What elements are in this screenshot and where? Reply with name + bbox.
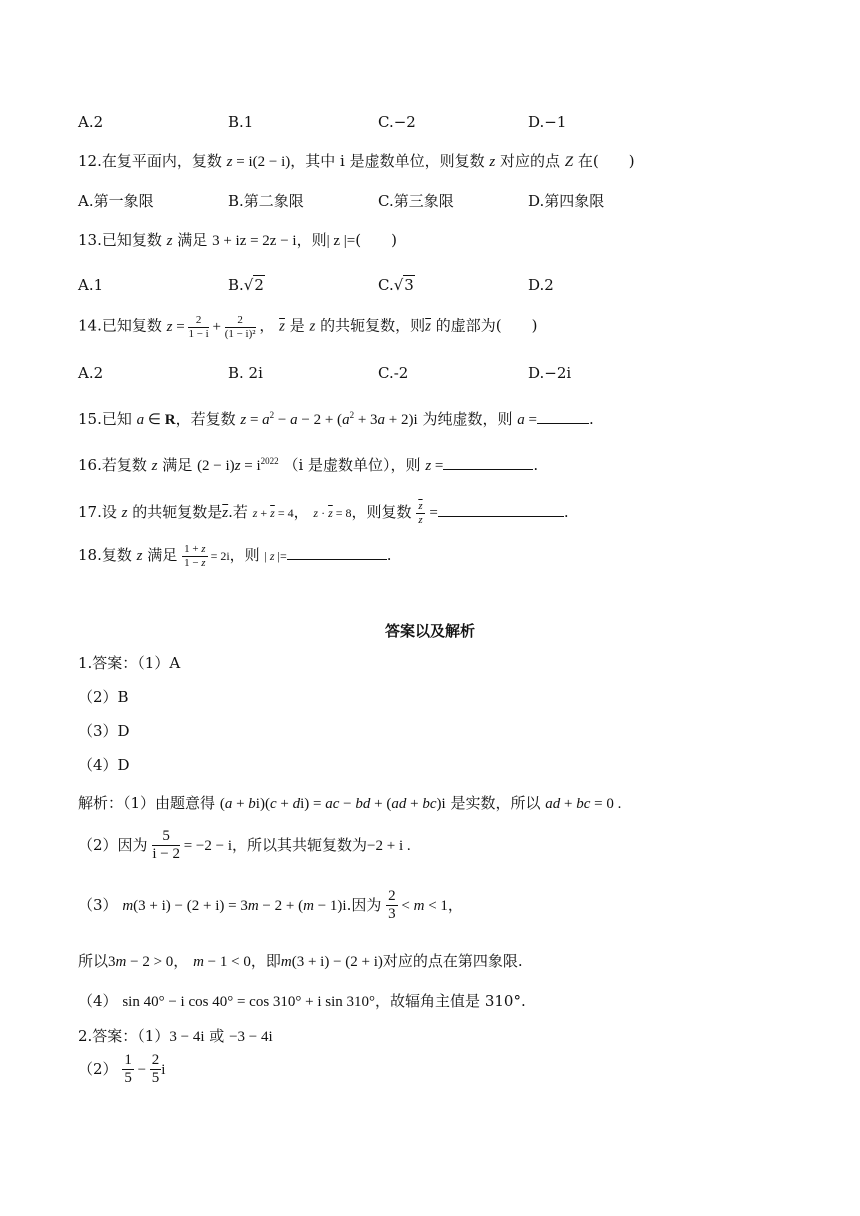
answer-2-text-b: 或 (209, 1027, 225, 1045)
q15-text-c: 为纯虚数，则 (422, 410, 513, 428)
q13-text: 13.已知复数 (78, 231, 162, 249)
q14-math: z = $\frac{2}{1 - i}$ + $\frac{2}{\text{(1 − i)²}}$ (166, 314, 256, 340)
q16-text-d: . (533, 456, 539, 474)
q12-text: 12.在复平面内，复数 (78, 152, 222, 170)
q18-text-b: 满足 (147, 546, 178, 565)
q15-text-d: . (588, 410, 594, 428)
question-15: 15.已知 a ∈ R，若复数 $z = a^2 - a - 2 + (a^2 + 3a + 2)i$ 为纯虚数，则 a = . (78, 410, 594, 428)
answer-1-2: （2）B (78, 688, 129, 706)
answer-1-4: （4）D (78, 756, 130, 774)
q14-option-a: A.2 (78, 364, 104, 382)
question-14: 14.已知复数 z = $\frac{2}{1 - i}$ + $\frac{2}{\text{(1 − i)²}}$ ， $\overline{z}$ 是 z 的共轭复数，则$\overline{z}$ 的虚部为( ) (78, 314, 538, 340)
explanation-1-3-text-d: 所以 (78, 952, 109, 970)
q13-option-b-label: B. (228, 276, 244, 294)
answer-2: 2.答案：（1）3 − 4i 或 −3 − 4i (78, 1027, 273, 1045)
q14-text-b: 是 (289, 316, 305, 335)
q13-option-c-label: C. (378, 276, 394, 294)
q17-text-c: .若 (228, 503, 248, 522)
q13-option-a: A.1 (78, 276, 104, 294)
q14-option-c: C.-2 (378, 364, 409, 382)
answers-title: 答案以及解析 (384, 622, 475, 640)
question-17: 17.设 z 的共轭复数是$\overline{z}$.若 $z + \overline{z} = 4$， $z \cdot \overline{z} = 8$，则复数 $\frac{\overline{z}}{z}$ = . (78, 500, 569, 526)
q12-option-d: D.第四象限 (528, 192, 605, 210)
answer-1-3: （3）D (78, 722, 130, 740)
explanation-1-3-text-c: ， (447, 895, 463, 914)
explanation-1-3-text-g: 对应的点在第四象限. (382, 952, 523, 970)
answer-1: 1.答案：（1）A (78, 654, 181, 672)
q13-math: 3 + iz = 2z − i (212, 233, 297, 249)
explanation-1-4-text: （4） (78, 992, 118, 1010)
q16-text-b: 满足 (162, 456, 193, 474)
q14-option-b: B. 2i (228, 364, 263, 382)
q14-text-d: 的虚部为( ) (435, 316, 538, 335)
explanation-1-3-cont: 所以3m − 2 > 0， m − 1 < 0，即m(3 + i) − (2 + i)对应的点在第四象限. (78, 952, 523, 970)
q13-option-d: D.2 (528, 276, 554, 294)
q13-option-c: C.√3 (378, 276, 414, 294)
answer-2-2: （2） $\frac{1}{5}$ − $\frac{2}{5}$ i (78, 1052, 166, 1087)
q11-option-b: B.1 (228, 113, 254, 131)
explanation-1-3-text-b: .因为 (346, 895, 382, 914)
explanation-1-3-text-e: ， (173, 952, 189, 970)
q13-option-c-radicand: 3 (404, 276, 414, 294)
q17-text-f: . (563, 503, 569, 522)
explanation-1-2-text: （2）因为 (78, 835, 148, 854)
q11-option-a: A.2 (78, 113, 104, 131)
q13-text-d: ( ) (355, 231, 397, 249)
q11-option-c: C.−2 (378, 113, 416, 131)
q13-option-b-radicand: 2 (254, 276, 264, 294)
q17-text-e: ，则复数 (351, 503, 412, 522)
question-16: 16.若复数 z 满足 $(2 - i)z = i^{2022}$ （i 是虚数单位），则 z = . (78, 456, 539, 474)
q18-text: 18.复数 (78, 546, 132, 565)
q17-text: 17.设 (78, 503, 117, 522)
explanation-1-2: （2）因为 $\frac{5}{i - 2}$ = −2 − i，所以其共轭复数为−2 + i . (78, 828, 411, 863)
q14-option-d: D.−2i (528, 364, 572, 382)
explanation-1-3-text-f: ，即 (250, 952, 281, 970)
q12-text-b: ，其中 i 是虚数单位，则复数 (290, 152, 485, 170)
explanation-1-2-text-b: ，所以其共轭复数为 (232, 835, 368, 854)
q12-text-d: 在( ) (577, 152, 635, 170)
q18-text-d: . (386, 546, 392, 565)
q12-text-c: 对应的点 (499, 152, 560, 170)
q17-text-d: ， (293, 503, 309, 522)
explanation-1-4: （4） sin 40° − i cos 40° = cos 310° + i sin 310°，故辐角主值是 310°. (78, 992, 526, 1010)
explanation-1-1-text: 解析：（1）由题意得 (78, 794, 216, 812)
q15-text: 15.已知 (78, 410, 132, 428)
q18-text-c: ，则 (229, 546, 260, 565)
explanation-1-3-text: （3） (78, 895, 118, 914)
question-13: 13.已知复数 z 满足 3 + iz = 2z − i，则| z |=( ) (78, 231, 397, 249)
q16-text-c: （i 是虚数单位），则 (283, 456, 421, 474)
explanation-1-1: 解析：（1）由题意得 (a + bi)(c + di) = ac − bd + (ad + bc)i 是实数，所以 ad + bc = 0 . (78, 794, 622, 812)
q15-answer-blank[interactable] (537, 409, 589, 424)
q15-text-b: ，若复数 (175, 410, 236, 428)
explanation-1-1-text-b: 是实数，所以 (450, 794, 541, 812)
explanation-1-3: （3） m(3 + i) − (2 + i) = 3m − 2 + (m − 1)i.因为 $\frac{2}{3}$ < m < 1， (78, 888, 463, 923)
q14-text: 14.已知复数 (78, 316, 162, 335)
q12-option-b: B.第二象限 (228, 192, 304, 210)
q16-answer-blank[interactable] (443, 455, 533, 470)
q11-option-d: D.−1 (528, 113, 567, 131)
q18-answer-blank[interactable] (287, 545, 387, 560)
q12-math: z = i(2 − i) (226, 154, 291, 170)
q13-text-c: ，则 (296, 231, 327, 249)
answer-2-text: 2.答案：（1） (78, 1027, 170, 1045)
q16-text: 16.若复数 (78, 456, 147, 474)
q17-text-b: 的共轭复数是 (132, 503, 223, 522)
q12-option-c: C.第三象限 (378, 192, 454, 210)
q17-answer-blank[interactable] (438, 502, 564, 517)
explanation-1-4-text-b: ，故辐角主值是 310°. (375, 992, 526, 1010)
q14-text-c: 的共轭复数，则 (320, 316, 426, 335)
question-12: 12.在复平面内，复数 z = i(2 − i)，其中 i 是虚数单位，则复数 z 对应的点 Z 在( ) (78, 152, 635, 170)
answer-2-2-text: （2） (78, 1059, 118, 1078)
q13-option-b: B.√2 (228, 276, 264, 294)
question-18: 18.复数 z 满足 $\frac{1 + z}{1 - z}$ = 2i，则 | z |= . (78, 543, 392, 569)
q13-math2: | z |= (326, 233, 356, 249)
q12-option-a: A.第一象限 (78, 192, 154, 210)
q13-text-b: 满足 (177, 231, 208, 249)
